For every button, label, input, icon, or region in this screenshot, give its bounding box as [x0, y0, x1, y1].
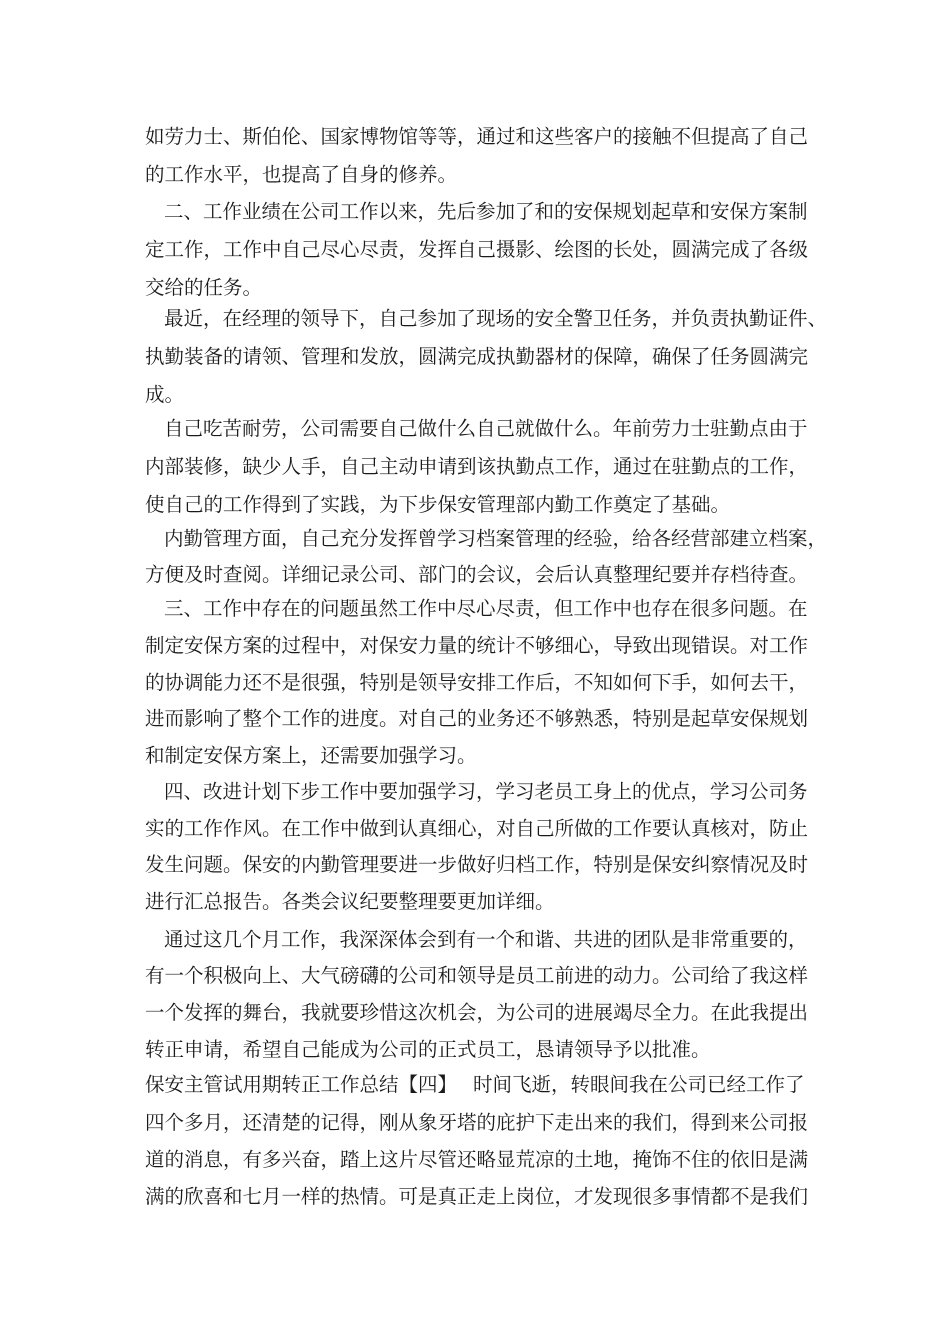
section-heading-line: 保安主管试用期转正工作总结【四】 时间飞逝，转眼间我在公司已经工作了: [145, 1073, 805, 1096]
paragraph-line: 自己吃苦耐劳，公司需要自己做什么自己就做什么。年前劳力士驻勤点由于: [164, 417, 808, 440]
text-line: 满的欣喜和七月一样的热情。可是真正走上岗位，才发现很多事情都不是我们: [145, 1185, 809, 1208]
text-line: 进而影响了整个工作的进度。对自己的业务还不够熟悉，特别是起草安保规划: [145, 707, 809, 730]
paragraph-line: 通过这几个月工作，我深深体会到有一个和谐、共进的团队是非常重要的，: [164, 928, 808, 951]
text-line: 内部装修，缺少人手，自己主动申请到该执勤点工作，通过在驻勤点的工作，: [145, 455, 809, 478]
text-line: 交给的任务。: [145, 276, 263, 299]
paragraph-line: 内勤管理方面，自己充分发挥曾学习档案管理的经验，给各经营部建立档案，: [164, 527, 828, 550]
paragraph-line: 最近，在经理的领导下，自己参加了现场的安全警卫任务，并负责执勤证件、: [164, 307, 828, 330]
text-line: 转正申请，希望自己能成为公司的正式员工，恳请领导予以批准。: [145, 1038, 711, 1061]
text-line: 定工作，工作中自己尽心尽责，发挥自己摄影、绘图的长处，圆满完成了各级: [145, 238, 809, 261]
text-line: 一个发挥的舞台，我就要珍惜这次机会，为公司的进展竭尽全力。在此我提出: [145, 1001, 809, 1024]
text-line: 的协调能力还不是很强，特别是领导安排工作后，不知如何下手，如何去干，: [145, 671, 809, 694]
text-line: 有一个积极向上、大气磅礴的公司和领导是员工前进的动力。公司给了我这样: [145, 964, 809, 987]
paragraph-line: 二、工作业绩在公司工作以来，先后参加了和的安保规划起草和安保方案制: [164, 200, 808, 223]
text-line: 制定安保方案的过程中，对保安力量的统计不够细心，导致出现错误。对工作: [145, 634, 809, 657]
text-line: 的工作水平，也提高了自身的修养。: [145, 163, 458, 186]
text-line: 使自己的工作得到了实践，为下步保安管理部内勤工作奠定了基础。: [145, 493, 731, 516]
text-line: 和制定安保方案上，还需要加强学习。: [145, 744, 477, 767]
text-line: 方便及时查阅。详细记录公司、部门的会议，会后认真整理纪要并存档待查。: [145, 563, 809, 586]
paragraph-line: 三、工作中存在的问题虽然工作中尽心尽责，但工作中也存在很多问题。在: [164, 597, 808, 620]
text-line: 道的消息，有多兴奋，踏上这片尽管还略显荒凉的土地，掩饰不住的依旧是满: [145, 1148, 809, 1171]
text-line: 实的工作作风。在工作中做到认真细心，对自己所做的工作要认真核对，防止: [145, 817, 809, 840]
text-line: 四个多月，还清楚的记得，刚从象牙塔的庇护下走出来的我们，得到来公司报: [145, 1111, 809, 1134]
text-line: 发生问题。保安的内勤管理要进一步做好归档工作，特别是保安纠察情况及时: [145, 853, 809, 876]
text-line: 如劳力士、斯伯伦、国家博物馆等等，通过和这些客户的接触不但提高了自己: [145, 125, 809, 148]
text-line: 成。: [145, 383, 185, 406]
paragraph-line: 四、改进计划下步工作中要加强学习，学习老员工身上的优点，学习公司务: [164, 780, 808, 803]
text-line: 执勤装备的请领、管理和发放，圆满完成执勤器材的保障，确保了任务圆满完: [145, 345, 809, 368]
text-line: 进行汇总报告。各类会议纪要整理要更加详细。: [145, 890, 555, 913]
